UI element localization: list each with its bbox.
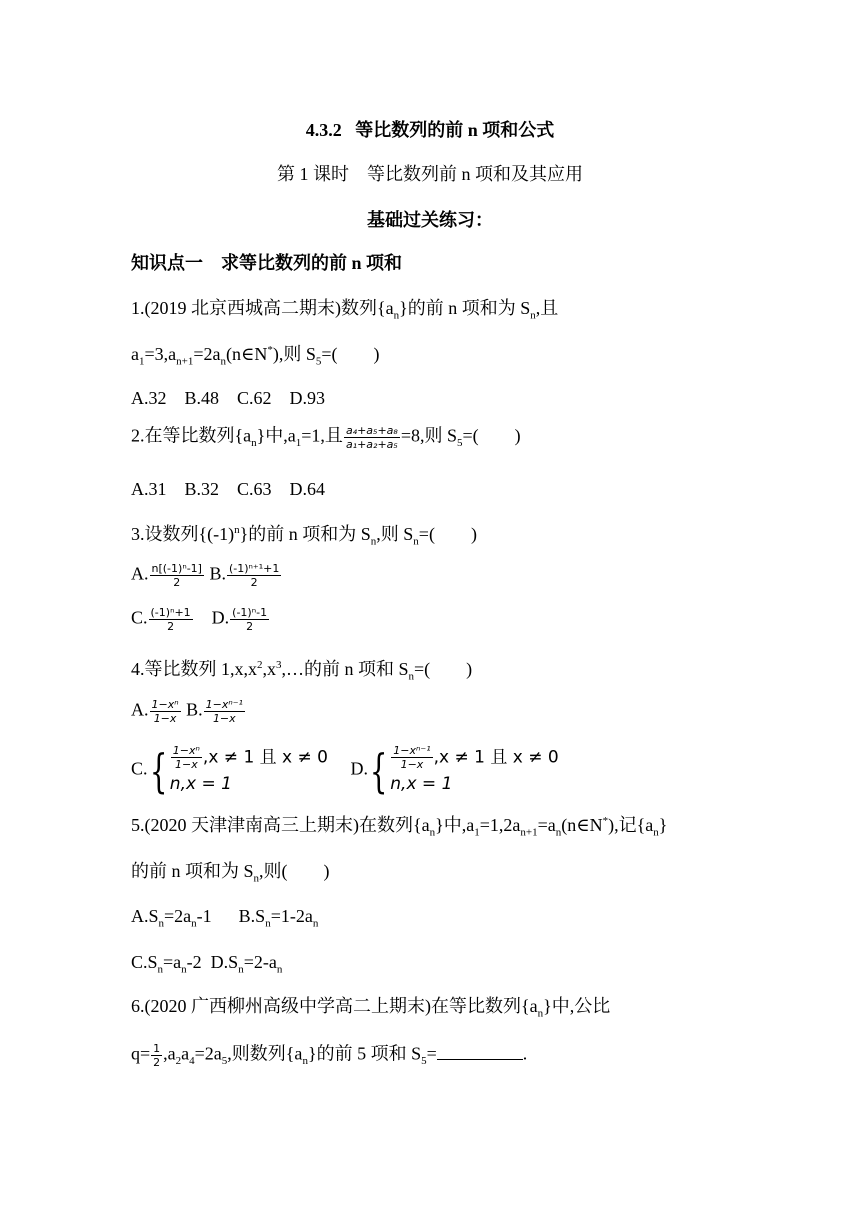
question-4-options-ab: A. $\frac{\text{1−xⁿ}}{1-x}$ B. $\frac{\text{1−xⁿ⁻¹}}{1-x}$ <box>131 698 243 725</box>
question-3-stem: 3.设数列$\{(-1)^n\}$的前 n 项和为 $S_n$,则 $S_n=$( ) <box>131 524 477 548</box>
question-2-options: A.31 B.32 C.63 D.64 <box>131 479 326 499</box>
title-number: 4.3.2 <box>305 120 342 140</box>
lesson-title <box>0 116 860 142</box>
section-topic: 求等比数列的前 n 项和 <box>221 253 403 273</box>
lesson-subtitle <box>0 160 860 186</box>
question-6-stem-2: q= $\frac{1}{2}$ $,a_2a_4=2a_5$,则数列$\{a_n\}$的前 5 项和 $S_5=$ . <box>131 1042 528 1069</box>
question-3-option-a: $\frac{\text{n[(-1)ⁿ-1]}}{2}$ <box>151 562 202 589</box>
subtitle-period: 第 1 课时 <box>277 164 349 184</box>
question-6-stem: 6.(2020 广西柳州高级中学高二上期末)在等比数列$\{a_n\}$中,公比 <box>131 996 611 1020</box>
question-3-options-cd: C. $\frac{\text{(-1)ⁿ+1}}{2}$ D. $\frac{\text{(-1)ⁿ-1}}{2}$ <box>131 606 268 633</box>
question-3-options-ab: A. $\frac{\text{n[(-1)ⁿ-1]}}{2}$ B. $\frac{\text{(-1)ⁿ⁺¹+1}}{2}$ <box>131 562 280 589</box>
question-5-source: 5.(2020 天津津南高三上期末) <box>131 815 359 835</box>
question-2-stem: 2.在等比数列$\{a_n\}$中$,a_1=1$,且 $\frac{\text{a₄+a₅+a₈}}{\text{a₁+a₂+a₅}}$ =8,则 $S_5=$( ) <box>131 424 521 451</box>
question-1-condition: $a_1=3,a_{n+1}=2a_n(n\in N^*)$,则 $S_5=$( ) <box>131 344 380 368</box>
subtitle-topic: 等比数列前 n 项和及其应用 <box>367 164 583 184</box>
question-1-source: 1.(2019 北京西城高二期末) <box>131 298 341 318</box>
question-3-option-d: $\frac{\text{(-1)ⁿ-1}}{2}$ <box>232 606 268 633</box>
section-heading <box>131 252 402 274</box>
question-6-source: 6.(2020 广西柳州高级中学高二上期末) <box>131 996 431 1016</box>
question-3-option-b: $\frac{\text{(-1)ⁿ⁺¹+1}}{2}$ <box>228 562 280 589</box>
question-1-stem: 1.(2019 北京西城高二期末)数列$\{a_n\}$的前 n 项和为 $S_n$,且 <box>131 298 559 322</box>
question-5-stem: 5.(2020 天津津南高三上期末)在数列$\{a_n\}$中$,a_1=1,2a_{n+1}=a_n(n\in N^*)$,记$\{a_n\}$ <box>131 815 668 839</box>
question-5-options-cd: $C.S_n=a_n-2$ $D.S_n=2-a_n$ <box>131 952 283 976</box>
question-3-option-c: $\frac{\text{(-1)ⁿ+1}}{2}$ <box>150 606 191 633</box>
question-2-fraction: $\frac{\text{a₄+a₅+a₈}}{\text{a₁+a₂+a₅}}$ <box>345 424 398 451</box>
question-5-options-ab: $A.S_n=2a_n-1$ $B.S_n=1-2a_n$ <box>131 906 319 930</box>
question-1-options: A.32 B.48 C.62 D.93 <box>131 388 326 408</box>
title-text: 等比数列的前 n 项和公式 <box>355 120 555 140</box>
answer-blank[interactable] <box>437 1043 523 1060</box>
question-4-option-b: $\frac{\text{1−xⁿ⁻¹}}{1-x}$ <box>205 698 243 725</box>
question-4-option-a: $\frac{\text{1−xⁿ}}{1-x}$ <box>151 698 179 725</box>
question-4-option-c: { $\frac{\text{1−xⁿ}}{1-x}$ ,x ≠ 1 且 x ≠ 0 n,x = 1 <box>149 743 328 798</box>
practice-heading: 基础过关练习： <box>367 210 493 230</box>
question-6-ratio-fraction: $\frac{1}{2}$ <box>153 1042 161 1069</box>
question-4-option-d: { $\frac{\text{1−xⁿ⁻¹}}{1-x}$ ,x ≠ 1 且 x ≠ 0 n,x = 1 <box>369 743 559 798</box>
question-4-stem: 4.等比数列 $1,x,x^2,x^3,\dots$的前 n 项和 $S_n=$( ) <box>131 659 473 683</box>
question-4-options-cd: C.{ $\frac{\text{1−xⁿ}}{1-x}$ ,x ≠ 1 且 x ≠ 0 n,x = 1 D.{ $\frac{\text{1−xⁿ⁻¹}}{1-x}$ ,x ≠ 1 且 x ≠ 0 n,x = 1 <box>131 743 559 798</box>
section-label: 知识点一 <box>131 253 203 273</box>
question-5-stem-2: 的前 n 项和为 $S_n$,则( ) <box>131 861 330 885</box>
